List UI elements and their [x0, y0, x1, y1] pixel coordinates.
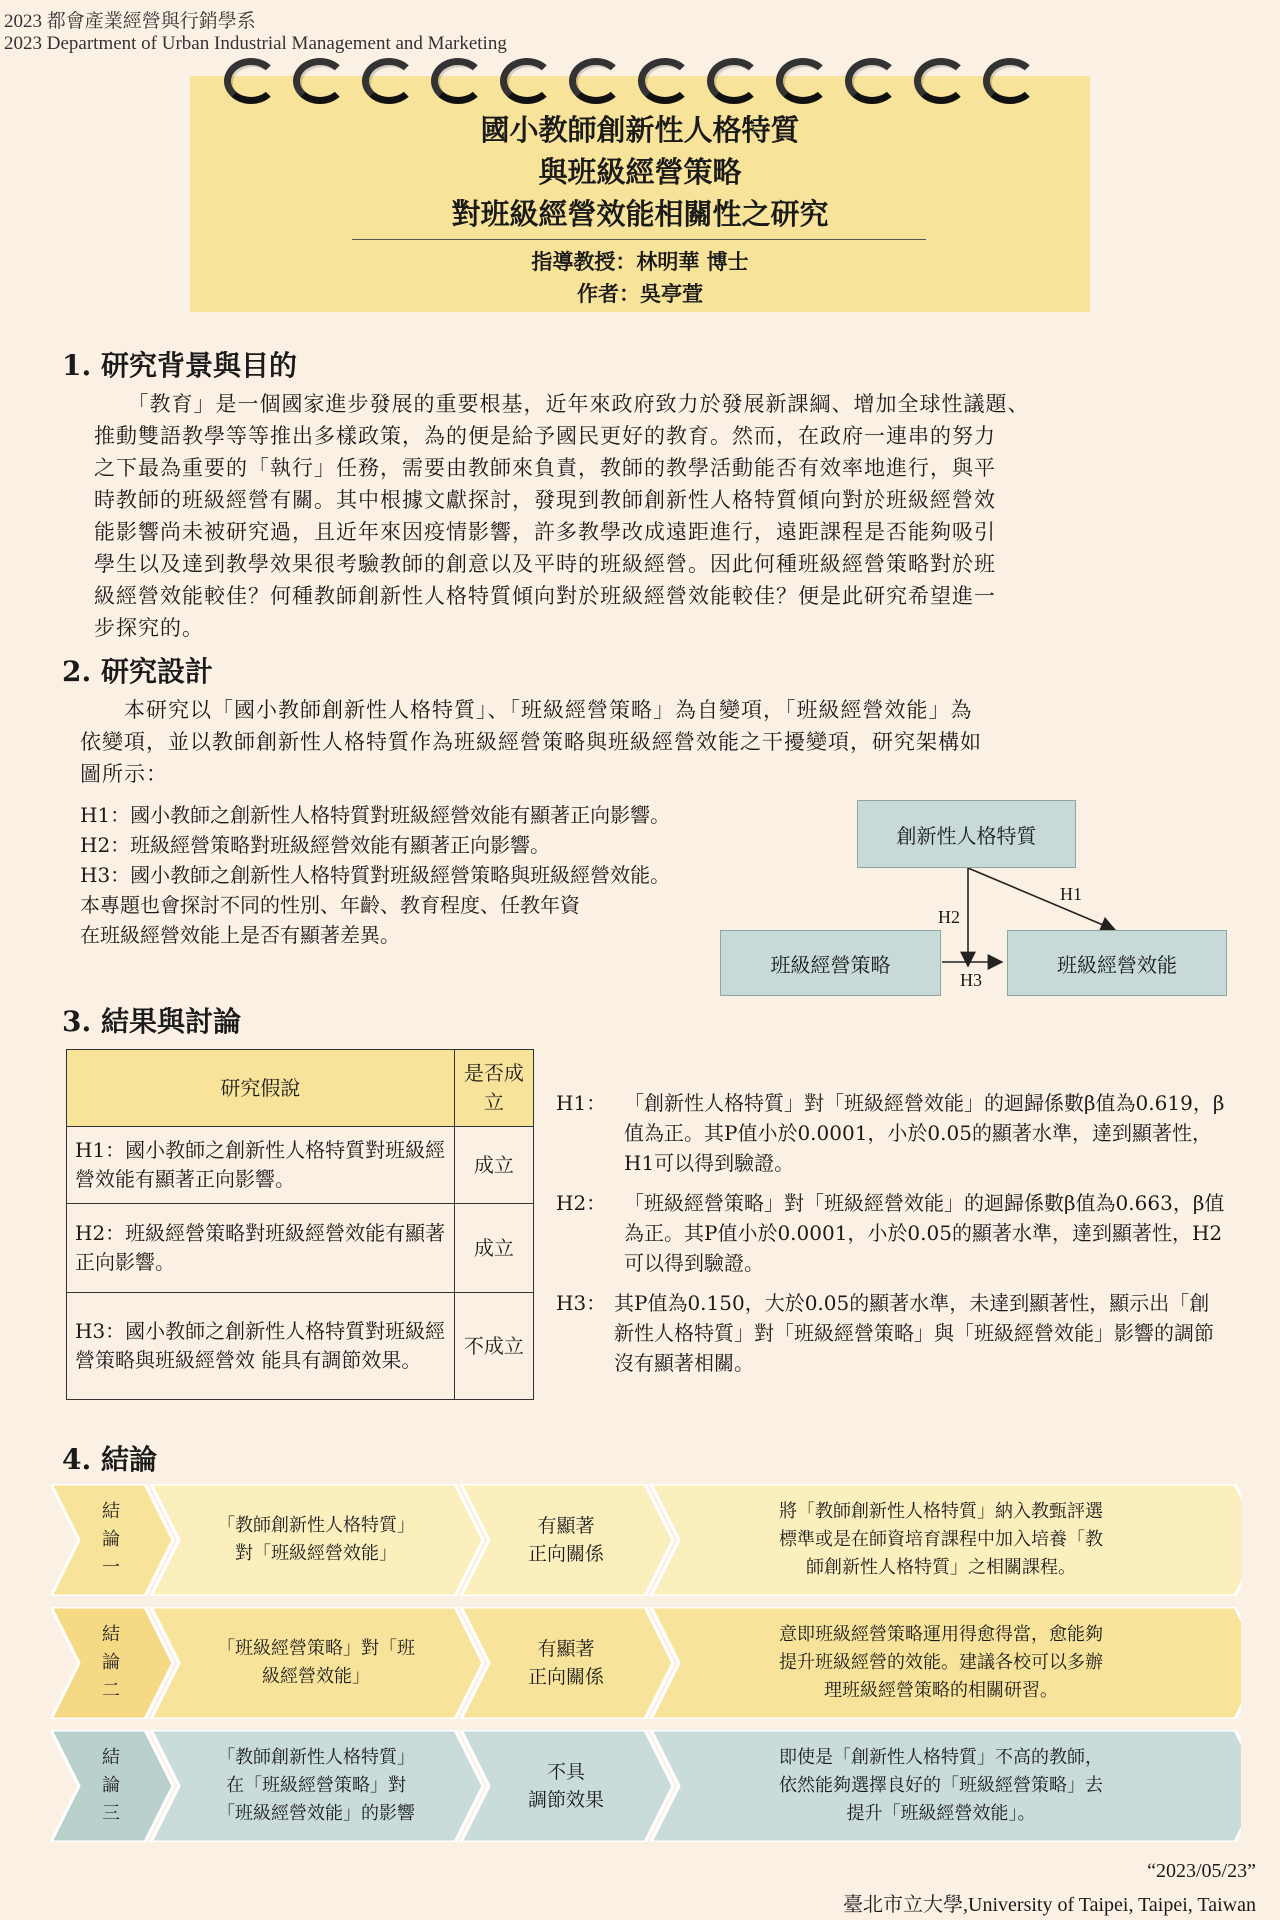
finding-tag: H1：: [556, 1091, 607, 1115]
section-1-heading: 1. 研究背景與目的: [62, 349, 297, 382]
table-row: [67, 1293, 534, 1400]
box-class-effectiveness: 班級經營效能: [1007, 930, 1227, 996]
section-2-heading: 2. 研究設計: [62, 655, 213, 688]
finding-h1: [556, 1088, 1226, 1178]
conclusion-effect: 有顯著 正向關係: [527, 1515, 604, 1565]
section-1-body: [94, 388, 1244, 644]
label-h1: H1: [1060, 884, 1082, 904]
arrow-h1: [968, 868, 1115, 930]
table-cell-result: 成立: [454, 1204, 533, 1293]
title-divider: [352, 239, 926, 240]
binder-ring: [569, 58, 623, 104]
hypotheses-list: [80, 800, 670, 950]
text-line: 推動雙語教學等等推出多樣政策，為的便是給予國民更好的教育。然而，在政府一連串的努力: [94, 424, 996, 448]
results-table: [66, 1049, 534, 1400]
finding-tag: H2：: [556, 1191, 607, 1215]
table-cell-result: 不成立: [454, 1293, 533, 1400]
text-line: 學生以及達到教學效果很考驗教師的創意以及平時的班級經營。因此何種班級經營策略對於班: [94, 552, 996, 576]
text-line: 級經營效能較佳？何種教師創新性人格特質傾向對於班級經營效能較佳？便是此研究希望進一: [94, 584, 996, 608]
text-line: 依變項，並以教師創新性人格特質作為班級經營策略與班級經營效能之干擾變項，研究架構如: [80, 730, 982, 754]
text-line: 本研究以「國小教師創新性人格特質」、「班級經營策略」為自變項，「班級經營效能」為: [80, 698, 973, 722]
table-cell-hypothesis: H1：國小教師之創新性人格特質對班級經營效能有顯著正向影響。: [67, 1127, 455, 1204]
binder-ring: [293, 58, 347, 104]
advisor: 指導教授：林明華 博士: [531, 249, 749, 274]
title-line-3: 對班級經營效能相關性之研究: [451, 197, 829, 231]
binder-ring: [914, 58, 968, 104]
text-line: 「教育」是一個國家進步發展的重要根基，近年來政府致力於發展新課綱、增加全球性議題、: [94, 392, 1030, 416]
text-line: 步探究的。: [94, 616, 204, 640]
binder-ring: [983, 58, 1037, 104]
binder-ring: [845, 58, 899, 104]
table-header-hypothesis: 研究假說: [67, 1050, 455, 1127]
conclusion-row: [51, 1730, 1241, 1842]
finding-text: 「班級經營策略」對「班級經營效能」的迴歸係數β值為0.663，β值為正。其P值小於0.0001，小於0.05的顯著水準，達到顯著性，H2可以得到驗證。: [624, 1191, 1225, 1275]
conclusion-label: 結 論 一: [102, 1501, 120, 1578]
table-cell-result: 成立: [454, 1127, 533, 1204]
section-3-heading: 3. 結果與討論: [62, 1005, 241, 1038]
conclusion-subject: 「班級經營策略」對「班 級經營效能」: [217, 1638, 415, 1687]
text-line: 本專題也會探討不同的性別、年齡、教育程度、任教年資: [80, 893, 580, 917]
title-line-2: 與班級經營策略: [538, 155, 742, 189]
box-class-strategy: 班級經營策略: [720, 930, 941, 996]
text-line: 之下最為重要的「執行」任務，需要由教師來負責，教師的教學活動能否有效率地進行，與平: [94, 456, 996, 480]
table-row: [67, 1204, 534, 1293]
text-line: 在班級經營效能上是否有顯著差異。: [80, 923, 400, 947]
finding-tag: H3：: [556, 1291, 607, 1315]
finding-text: 「創新性人格特質」對「班級經營效能」的迴歸係數β值為0.619，β值為正。其P值小於0.0001，小於0.05的顯著水準，達到顯著性，H1可以得到驗證。: [624, 1091, 1225, 1175]
label-h2: H2: [938, 907, 960, 927]
text-line: H1：國小教師之創新性人格特質對班級經營效能有顯著正向影響。: [80, 803, 671, 827]
binder-ring: [707, 58, 761, 104]
footer-university: 臺北市立大學,University of Taipei, Taipei, Taiwan: [843, 1894, 1256, 1916]
binder-ring: [638, 58, 692, 104]
findings-list: [556, 1088, 1226, 1378]
text-line: 時教師的班級經營有關。其中根據文獻探討，發現到教師創新性人格特質傾向對於班級經營效: [94, 488, 996, 512]
conclusion-detail: 意即班級經營策略運用得愈得當，愈能夠 提升班級經營的效能。建議各校可以多辦 理班級經營策略的相關研習。: [779, 1624, 1103, 1701]
conclusion-detail: 將「教師創新性人格特質」納入教甄評選 標準或是在師資培育課程中加入培養「教 師創新性人格特質」之相關課程。: [779, 1501, 1103, 1578]
binder-ring: [224, 58, 278, 104]
binder-ring: [776, 58, 830, 104]
conclusion-subject: 「教師創新性人格特質」 在「班級經營策略」對 「班級經營效能」的影響: [217, 1747, 415, 1824]
table-row: [67, 1127, 534, 1204]
title-line-1: 國小教師創新性人格特質: [480, 113, 800, 147]
conclusion-label: 結 論 三: [102, 1747, 120, 1824]
binder-ring: [500, 58, 554, 104]
section-2-body: [80, 694, 1230, 790]
footer-date: “2023/05/23”: [1147, 1860, 1256, 1882]
text-line: H3：國小教師之創新性人格特質對班級經營策略與班級經營效能。: [80, 863, 671, 887]
conclusion-row: [51, 1607, 1241, 1719]
finding-h3: [556, 1288, 1226, 1378]
conclusion-effect: 不具 調節效果: [527, 1761, 604, 1811]
conclusion-subject: 「教師創新性人格特質」 對「班級經營效能」: [217, 1515, 415, 1564]
finding-text: 其P值為0.150，大於0.05的顯著水準，未達到顯著性，顯示出「創新性人格特質」對「班級經營策略」與「班級經營效能」影響的調節沒有顯著相關。: [614, 1291, 1214, 1375]
table-cell-hypothesis: H3：國小教師之創新性人格特質對班級經營策略與班級經營效 能具有調節效果。: [67, 1293, 455, 1400]
conclusion-row: [51, 1484, 1241, 1596]
department-en: 2023 Department of Urban Industrial Management and Marketing: [4, 33, 507, 54]
text-line: 圖所示：: [80, 762, 168, 786]
text-line: 能影響尚未被研究過，且近年來因疫情影響，許多教學改成遠距進行，遠距課程是否能夠吸引: [94, 520, 996, 544]
finding-h2: [556, 1188, 1226, 1278]
conclusion-detail: 即使是「創新性人格特質」不高的教師， 依然能夠選擇良好的「班級經營策略」去 提升「班級經營效能」。: [779, 1747, 1103, 1824]
binder-ring: [362, 58, 416, 104]
section-4-heading: 4. 結論: [62, 1443, 157, 1476]
conclusion-label: 結 論 二: [102, 1624, 120, 1701]
department-zh: 2023 都會產業經營與行銷學系: [4, 11, 256, 32]
research-framework-diagram: [710, 790, 1250, 1000]
table-header-row: [67, 1050, 534, 1127]
table-cell-hypothesis: H2：班級經營策略對班級經營效能有顯著正向影響。: [67, 1204, 455, 1293]
title-box: [190, 76, 1090, 312]
table-header-result: 是否成立: [454, 1050, 533, 1127]
box-innovative-personality: 創新性人格特質: [857, 800, 1076, 868]
conclusion-effect: 有顯著 正向關係: [527, 1638, 604, 1688]
label-h3: H3: [960, 970, 982, 990]
binder-ring: [431, 58, 485, 104]
text-line: H2：班級經營策略對班級經營效能有顯著正向影響。: [80, 833, 551, 857]
author: 作者：吳亭萱: [577, 281, 703, 306]
